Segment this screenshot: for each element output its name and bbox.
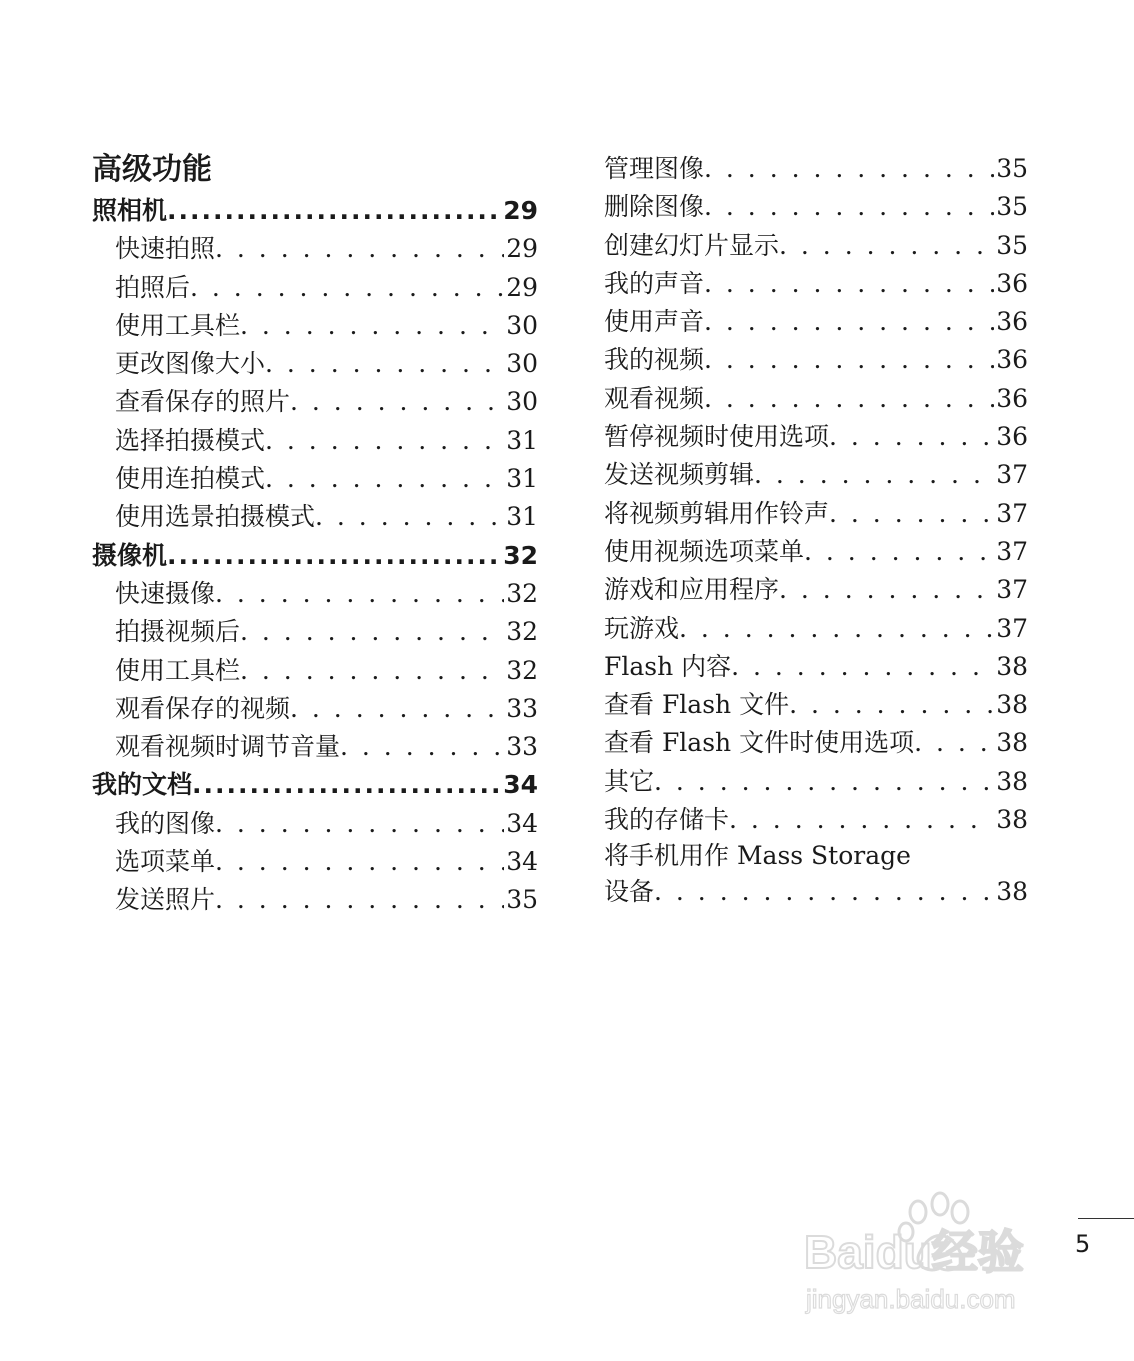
toc-entry[interactable] (92, 383, 538, 421)
toc-entry-label: 选项菜单 (115, 847, 216, 877)
toc-entry-page: 38 (996, 690, 1028, 720)
toc-entry-page: 35 (996, 192, 1028, 222)
toc-entry[interactable] (604, 265, 1028, 303)
toc-entry-page: 36 (996, 268, 1028, 298)
toc-entry-label: 查看保存的照片 (115, 387, 291, 417)
toc-entry-page: 32 (506, 655, 538, 685)
dot-leader (654, 873, 994, 911)
toc-entry-label: 更改图像大小 (115, 349, 266, 379)
toc-entry[interactable] (92, 690, 538, 728)
toc-entry-page: 37 (996, 613, 1028, 643)
toc-entry-page: 38 (996, 877, 1028, 907)
toc-entry[interactable] (604, 724, 1028, 762)
toc-entry-page: 29 (506, 272, 538, 302)
toc-entry-page: 38 (996, 805, 1028, 835)
toc-entry-label: 查看 Flash 文件 (604, 690, 790, 720)
toc-entry-label: 我的声音 (604, 268, 705, 298)
toc-entry-label: 其它 (604, 766, 655, 796)
toc-entry-label: 发送视频剪辑 (604, 460, 755, 490)
toc-entry-label: 发送照片 (115, 885, 216, 915)
dot-leader (315, 498, 504, 536)
dot-leader (265, 460, 504, 498)
toc-entry-page: 37 (996, 460, 1028, 490)
toc-entry[interactable] (92, 613, 538, 651)
toc-entry-page: 31 (506, 502, 538, 532)
dot-leader (704, 303, 994, 341)
dot-leader (240, 613, 504, 651)
toc-entry-page: 36 (996, 383, 1028, 413)
toc-entry-page: 34 (503, 770, 538, 800)
toc-entry-page: 36 (996, 345, 1028, 375)
dot-leader (731, 648, 994, 686)
toc-entry[interactable] (604, 610, 1028, 648)
toc-right-column (604, 150, 1028, 912)
toc-entry[interactable] (92, 269, 538, 307)
toc-entry-label: 管理图像 (604, 154, 705, 183)
dot-leader (215, 575, 504, 613)
dot-leader (167, 537, 501, 575)
dot-leader (215, 805, 504, 843)
toc-entry-page: 38 (996, 728, 1028, 758)
toc-entry[interactable] (604, 763, 1028, 801)
toc-entry-page: 35 (996, 230, 1028, 260)
toc-entry-label: 选择拍摄模式 (115, 425, 266, 455)
dot-leader (779, 227, 994, 265)
toc-entry-label: 创建幻灯片显示 (604, 230, 780, 260)
toc-entry-label: 我的文档 (92, 770, 193, 800)
toc-entry-page: 34 (506, 847, 538, 877)
toc-entry-label: 将视频剪辑用作铃声 (604, 498, 830, 528)
toc-entry-label: 观看视频时调节音量 (115, 732, 341, 762)
toc-entry-page: 37 (996, 498, 1028, 528)
toc-entry[interactable] (604, 303, 1028, 341)
toc-entry[interactable] (604, 150, 1028, 188)
toc-entry-page: 36 (996, 422, 1028, 452)
toc-entry-page: 36 (996, 307, 1028, 337)
toc-entry-page: 37 (996, 575, 1028, 605)
toc-entry-page: 38 (996, 651, 1028, 681)
toc-entry[interactable] (92, 192, 538, 230)
baidu-watermark-logo (800, 1190, 1070, 1320)
dot-leader (340, 728, 504, 766)
toc-entry-page: 30 (506, 310, 538, 340)
toc-entry-label: 查看 Flash 文件时使用选项 (604, 728, 915, 758)
toc-entry-label: Flash 内容 (604, 651, 732, 681)
toc-entry[interactable] (604, 873, 1028, 911)
toc-entry-page: 31 (506, 464, 538, 494)
toc-entry[interactable] (604, 418, 1028, 456)
toc-entry[interactable] (92, 652, 538, 690)
toc-entry-label: 使用连拍模式 (115, 464, 266, 494)
toc-entry[interactable] (604, 571, 1028, 609)
toc-left-column (92, 148, 538, 920)
dot-leader (215, 230, 504, 268)
toc-entry[interactable] (604, 380, 1028, 418)
toc-entry[interactable] (92, 843, 538, 881)
dot-leader (704, 188, 994, 226)
toc-entry-page: 35 (506, 885, 538, 915)
toc-entry[interactable] (604, 648, 1028, 686)
toc-entry[interactable] (604, 801, 1028, 839)
dot-leader (704, 265, 994, 303)
toc-entry-label: 拍照后 (115, 272, 191, 302)
section-title: 高级功能 (92, 152, 212, 187)
toc-entry-page: 34 (506, 808, 538, 838)
dot-leader (754, 456, 994, 494)
toc-entry-page: 32 (506, 578, 538, 608)
dot-leader (290, 383, 504, 421)
dot-leader (704, 380, 994, 418)
toc-entry[interactable] (92, 805, 538, 843)
toc-entry-page: 30 (506, 349, 538, 379)
toc-entry-label: 使用选景拍摄模式 (115, 502, 316, 532)
dot-leader (190, 269, 504, 307)
toc-entry-label-line1: 将手机用作 Mass Storage (604, 841, 911, 871)
toc-entry[interactable] (92, 766, 538, 804)
dot-leader (704, 341, 994, 379)
dot-leader (829, 495, 994, 533)
dot-leader (829, 418, 994, 456)
toc-entry-label: 使用工具栏 (115, 310, 241, 340)
toc-entry-label: 观看视频 (604, 383, 705, 413)
watermark-brand: Baidu经验 (804, 1226, 1024, 1278)
toc-entry[interactable] (92, 728, 538, 766)
toc-entry[interactable] (92, 537, 538, 575)
toc-entry[interactable] (604, 533, 1028, 571)
toc-entry-list (92, 192, 538, 920)
toc-entry[interactable] (92, 422, 538, 460)
toc-entry-label: 摄像机 (92, 540, 168, 570)
dot-leader (679, 610, 994, 648)
page-number: 5 (1075, 1230, 1091, 1258)
toc-entry[interactable] (92, 575, 538, 613)
toc-entry-label: 删除图像 (604, 192, 705, 222)
dot-leader (215, 881, 504, 919)
toc-entry[interactable] (92, 881, 538, 919)
toc-entry[interactable] (92, 307, 538, 345)
dot-leader (215, 843, 504, 881)
toc-entry[interactable] (92, 498, 538, 536)
toc-entry-page: 37 (996, 536, 1028, 566)
toc-entry-label: 设备 (604, 877, 655, 907)
toc-entry[interactable] (92, 230, 538, 268)
dot-leader (290, 690, 504, 728)
dot-leader (704, 150, 994, 188)
toc-entry-label: 我的存储卡 (604, 805, 730, 835)
dot-leader (779, 571, 994, 609)
dot-leader (240, 307, 504, 345)
toc-entry-page: 31 (506, 425, 538, 455)
dot-leader (789, 686, 994, 724)
dot-leader (240, 652, 504, 690)
toc-entry-page: 38 (996, 766, 1028, 796)
toc-entry-label: 快速摄像 (115, 578, 216, 608)
toc-entry-page: 33 (506, 732, 538, 762)
dot-leader (729, 801, 994, 839)
toc-entry-label: 我的图像 (115, 808, 216, 838)
toc-entry-page: 32 (503, 540, 538, 570)
dot-leader (167, 192, 501, 230)
dot-leader (804, 533, 994, 571)
toc-entry-label: 拍摄视频后 (115, 617, 241, 647)
toc-entry-label: 玩游戏 (604, 613, 680, 643)
dot-leader (192, 766, 501, 804)
toc-entry[interactable] (604, 495, 1028, 533)
dot-leader (654, 763, 994, 801)
footer-rule (1078, 1218, 1134, 1219)
toc-entry[interactable] (604, 227, 1028, 265)
toc-entry-page: 35 (996, 154, 1028, 183)
toc-entry-list (604, 150, 1028, 839)
toc-entry-page: 33 (506, 693, 538, 723)
toc-entry-label: 使用声音 (604, 307, 705, 337)
toc-entry[interactable] (604, 188, 1028, 226)
toc-entry-label: 暂停视频时使用选项 (604, 422, 830, 452)
toc-entry-label: 观看保存的视频 (115, 693, 291, 723)
dot-leader (265, 345, 504, 383)
watermark-url: jingyan.baidu.com (806, 1284, 1016, 1314)
toc-entry-label: 使用工具栏 (115, 655, 241, 685)
toc-entry[interactable] (604, 456, 1028, 494)
toc-entry[interactable] (604, 341, 1028, 379)
dot-leader (914, 724, 994, 762)
toc-entry-page: 29 (506, 234, 538, 264)
toc-entry-page: 32 (506, 617, 538, 647)
toc-entry-page: 29 (503, 196, 538, 225)
toc-entry-label: 照相机 (92, 196, 168, 225)
toc-entry-label: 快速拍照 (115, 234, 216, 264)
toc-entry-label: 我的视频 (604, 345, 705, 375)
dot-leader (265, 422, 504, 460)
toc-entry[interactable] (92, 460, 538, 498)
toc-entry-page: 30 (506, 387, 538, 417)
toc-entry[interactable] (92, 345, 538, 383)
toc-entry-label: 游戏和应用程序 (604, 575, 780, 605)
toc-entry-label: 使用视频选项菜单 (604, 536, 805, 566)
toc-entry[interactable] (604, 686, 1028, 724)
